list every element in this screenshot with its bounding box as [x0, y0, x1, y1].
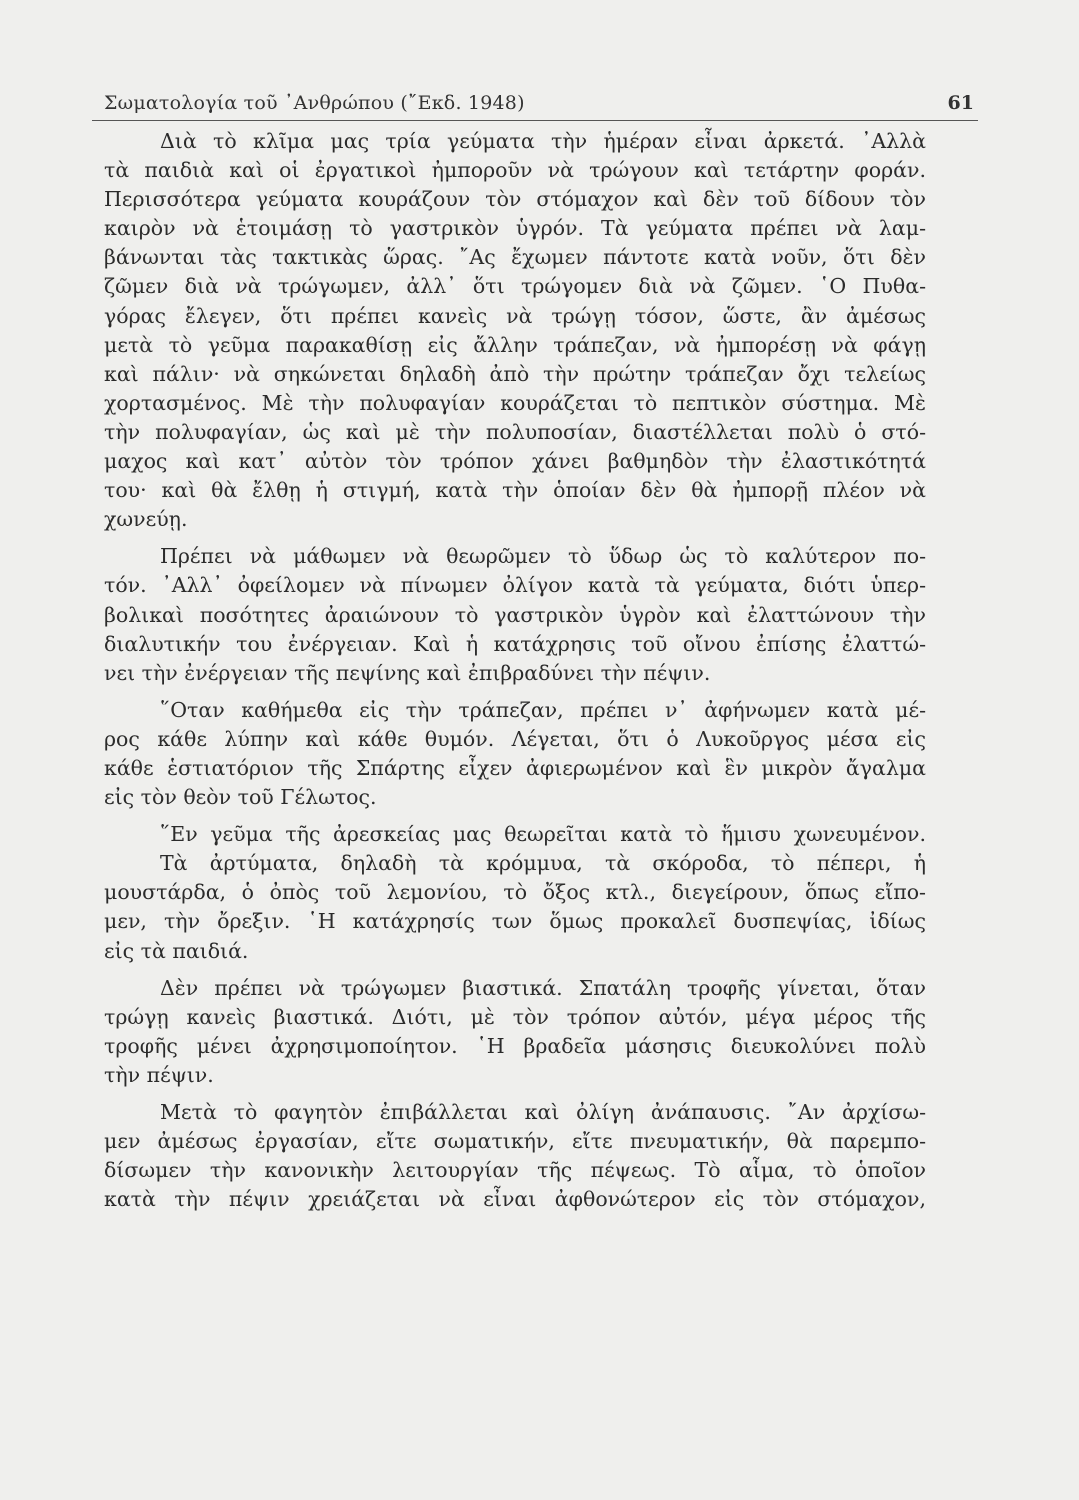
text-line: μαχος καὶ κατ᾿ αὐτὸν τὸν τρόπον χάνει βαθμηδὸν τὴν ἐλαστικότητά	[104, 449, 926, 474]
text-line: τὰ παιδιὰ καὶ οἱ ἐργατικοὶ ἠμποροῦν νὰ τρώγουν καὶ τετάρτην φοράν.	[104, 158, 926, 183]
text-line: εἰς τὰ παιδιά.	[104, 938, 249, 963]
text-line: διαλυτικήν του ἐνέργειαν. Καὶ ἡ κατάχρησις τοῦ οἴνου ἐπίσης ἐλαττώ-	[104, 631, 926, 656]
text-line: βολικαὶ ποσότητες ἀραιώνουν τὸ γαστρικὸν ὑγρὸν καὶ ἐλαττώνουν τὴν	[104, 602, 926, 627]
text-line: μουστάρδα, ὁ ὀπὸς τοῦ λεμονίου, τὸ ὄξος κτλ., διεγείρουν, ὅπως εἴπο-	[104, 880, 926, 905]
text-line: ζῶμεν διὰ νὰ τρώγωμεν, ἀλλ᾿ ὅτι τρώγομεν διὰ νὰ ζῶμεν. ῾Ο Πυθα-	[104, 274, 926, 299]
text-line: τὴν πέψιν.	[104, 1062, 214, 1087]
text-line: τρώγῃ κανεὶς βιαστικά. Διότι, μὲ τὸν τρόπον αὐτόν, μέγα μέρος τῆς	[104, 1004, 926, 1029]
text-line: ρος κάθε λύπην καὶ κάθε θυμόν. Λέγεται, ὅτι ὁ Λυκοῦργος μέσα εἰς	[104, 726, 926, 751]
text-line: τὴν πολυφαγίαν, ὡς καὶ μὲ τὴν πολυποσίαν, διαστέλλεται πολὺ ὁ στό-	[104, 419, 926, 444]
text-line: κάθε ἑστιατόριον τῆς Σπάρτης εἶχεν ἀφιερωμένον καὶ ἓν μικρὸν ἄγαλμα	[104, 755, 926, 780]
text-line: ῞Εν γεῦμα τῆς ἀρεσκείας μας θεωρεῖται κατὰ τὸ ἥμισυ χωνευμένον.	[160, 822, 926, 847]
body-text	[104, 127, 926, 1222]
running-title: Σωματολογία τοῦ ᾿Ανθρώπου (῎Εκδ. 1948)	[104, 92, 525, 114]
text-line: ῞Οταν καθήμεθα εἰς τὴν τράπεζαν, πρέπει ν᾿ ἀφήνωμεν κατὰ μέ-	[160, 697, 926, 722]
text-line: Πρέπει νὰ μάθωμεν νὰ θεωρῶμεν τὸ ὕδωρ ὡς τὸ καλύτερον πο-	[160, 544, 926, 569]
text-line: μετὰ τὸ γεῦμα παρακαθίσῃ εἰς ἄλλην τράπεζαν, νὰ ἠμπορέσῃ νὰ φάγῃ	[104, 332, 926, 357]
text-line: χορτασμένος. Μὲ τὴν πολυφαγίαν κουράζεται τὸ πεπτικὸν σύστημα. Μὲ	[104, 390, 926, 415]
paragraph	[104, 1098, 926, 1214]
text-line: τροφῆς μένει ἀχρησιμοποίητον. ῾Η βραδεῖα μάσησις διευκολύνει πολὺ	[104, 1033, 926, 1058]
text-line: τόν. ᾿Αλλ᾿ ὀφείλομεν νὰ πίνωμεν ὀλίγον κατὰ τὰ γεύματα, διότι ὑπερ-	[104, 573, 926, 598]
text-line: του· καὶ θὰ ἔλθῃ ἡ στιγμή, κατὰ τὴν ὁποίαν δὲν θὰ ἠμπορῇ πλέον νὰ	[104, 478, 926, 503]
paragraph	[104, 542, 926, 687]
text-line: δίσωμεν τὴν κανονικὴν λειτουργίαν τῆς πέψεως. Τὸ αἷμα, τὸ ὁποῖον	[104, 1158, 926, 1183]
text-line: Διὰ τὸ κλῖμα μας τρία γεύματα τὴν ἡμέραν εἶναι ἀρκετά. ᾿Αλλὰ	[160, 129, 926, 153]
text-line: μεν, τὴν ὄρεξιν. ῾Η κατάχρησίς των ὅμως προκαλεῖ δυσπεψίας, ἰδίως	[104, 909, 926, 934]
page-header	[90, 86, 988, 120]
text-line: Περισσότερα γεύματα κουράζουν τὸν στόμαχον καὶ δὲν τοῦ δίδουν τὸν	[104, 187, 926, 212]
paragraph	[104, 974, 926, 1090]
text-line: Δὲν πρέπει νὰ τρώγωμεν βιαστικά. Σπατάλη τροφῆς γίνεται, ὅταν	[160, 975, 926, 1000]
text-line: χωνεύῃ.	[104, 507, 188, 532]
text-line: μεν ἀμέσως ἐργασίαν, εἴτε σωματικήν, εἴτε πνευματικήν, θὰ παρεμπο-	[104, 1129, 926, 1154]
text-line: κατὰ τὴν πέψιν χρειάζεται νὰ εἶναι ἀφθονώτερον εἰς τὸν στόμαχον,	[104, 1187, 926, 1212]
text-line: Τὰ ἀρτύματα, δηλαδὴ τὰ κρόμμυα, τὰ σκόροδα, τὸ πέπερι, ἡ	[160, 851, 926, 876]
text-line: γόρας ἔλεγεν, ὅτι πρέπει κανεὶς νὰ τρώγῃ τόσον, ὥστε, ἂν ἀμέσως	[104, 303, 926, 328]
paragraph	[104, 696, 926, 812]
paragraph	[104, 127, 926, 534]
text-line: νει τὴν ἐνέργειαν τῆς πεψίνης καὶ ἐπιβραδύνει τὴν πέψιν.	[104, 660, 711, 685]
text-line: εἰς τὸν θεὸν τοῦ Γέλωτος.	[104, 785, 377, 810]
header-rule	[92, 120, 978, 121]
text-line: βάνωνται τὰς τακτικὰς ὥρας. ῎Ας ἔχωμεν πάντοτε κατὰ νοῦν, ὅτι δὲν	[104, 245, 926, 270]
text-line: καὶ πάλιν· νὰ σηκώνεται δηλαδὴ ἀπὸ τὴν πρώτην τράπεζαν ὄχι τελείως	[104, 361, 926, 386]
paragraph	[104, 820, 926, 965]
text-line: καιρὸν νὰ ἑτοιμάσῃ τὸ γαστρικὸν ὑγρόν. Τὰ γεύματα πρέπει νὰ λαμ-	[104, 216, 926, 241]
page-number: 61	[947, 92, 974, 114]
text-line: Μετὰ τὸ φαγητὸν ἐπιβάλλεται καὶ ὀλίγη ἀνάπαυσις. ῎Αν ἀρχίσω-	[160, 1100, 926, 1124]
